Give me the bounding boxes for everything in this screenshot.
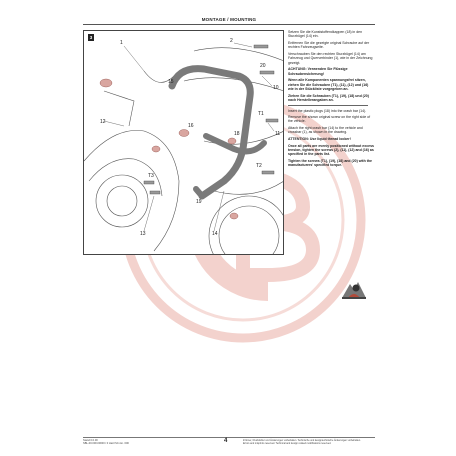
part-label: T2 [256,163,262,169]
assembly-figure [83,30,284,255]
instruction-paragraph: ACHTUNG: Verwenden Sie Flüssige Schraubensicherung! [288,67,348,76]
part-label: 1 [120,40,123,46]
crash-bar-assembly-drawing [84,31,284,255]
footer-left [83,439,129,445]
part-label: 2 [230,38,233,44]
part-label: 20 [260,63,266,69]
footer-right-line2: Errors and misprints reserved. Technical and design related modifications reserved. [243,442,332,445]
header-rule [83,24,375,25]
part-label: 16 [188,123,194,129]
section-title: MONTAGE / MOUNTING [201,17,257,22]
part-label: T3 [148,173,154,179]
instruction-paragraph: Insert the plastic plugs (18) into the crash bar (14). [288,108,367,113]
instruction-paragraph: Setzen Sie die Kunststoffendkappen (18) in den Sturzbügel (14) ein. [288,30,363,39]
footer-rule [83,437,375,438]
footer-left-line2: SBL-00.000.00000 / 0 Hartl SC-Gn. 000 [83,442,129,446]
part-label: 12 [100,119,106,125]
instruction-paragraph: ATTENTION: Use liquid thread locker! [288,137,351,142]
step-number: 3 [89,35,93,40]
instruction-paragraph: Verschrauben Sie den rechten Sturzbügel (14) am Fahrzeug und Querverbinder (1), wie in der Zeichnung gezeigt. [288,51,373,65]
part-label: 15 [168,79,174,85]
footer-left-line1: Stand 0.0.00 [83,439,98,442]
part-label: 19 [196,199,202,205]
language-divider [288,105,368,106]
part-label: T1 [258,111,264,117]
instructions-column [288,30,374,170]
page-number: 4 [224,438,228,444]
instruction-paragraph: Remove the shown original screw on the right side of the vehicle. [288,115,371,124]
part-label: 18 [234,131,240,137]
instruction-paragraph: Once all parts are evenly positioned without excess tension, tighten the screws (2), (11), (12) and (16) as specified in the parts list. [288,143,374,157]
instruction-paragraph: Tighten the screws (T1), (19), (18) and (20) with the manufacturers' specified torque. [288,159,372,168]
part-label: 14 [212,231,218,237]
instruction-paragraph: Wenn alle Komponenten spannungsfrei sitzen, ziehen Sie die Schrauben (T1), (11), (12) und (16) wie in der Stückliste vorgegeben an. [288,78,369,91]
mascot-illustration [340,278,368,300]
instruction-paragraph: Entfernen Sie die gezeigte original Schraube auf der rechten Fahrzeugseite. [288,40,370,50]
instruction-paragraph: Ziehen Sie die Schrauben (T1), (19), (18) und (20) nach Herstellerangaben an. [288,93,369,102]
part-label: 10 [273,85,279,91]
part-label: 13 [140,231,146,237]
footer-right-line1: Irrtümer, Druckfehler und Änderungen vorbehalten. Technische und designtechnische Änderungen vorbehalten. [243,439,361,442]
footer-right [243,439,375,445]
part-label: 11 [275,131,281,137]
instruction-paragraph: Attach the right crash bar (14) to the vehicle and crossbar (1), as shown in the drawing. [288,126,363,135]
